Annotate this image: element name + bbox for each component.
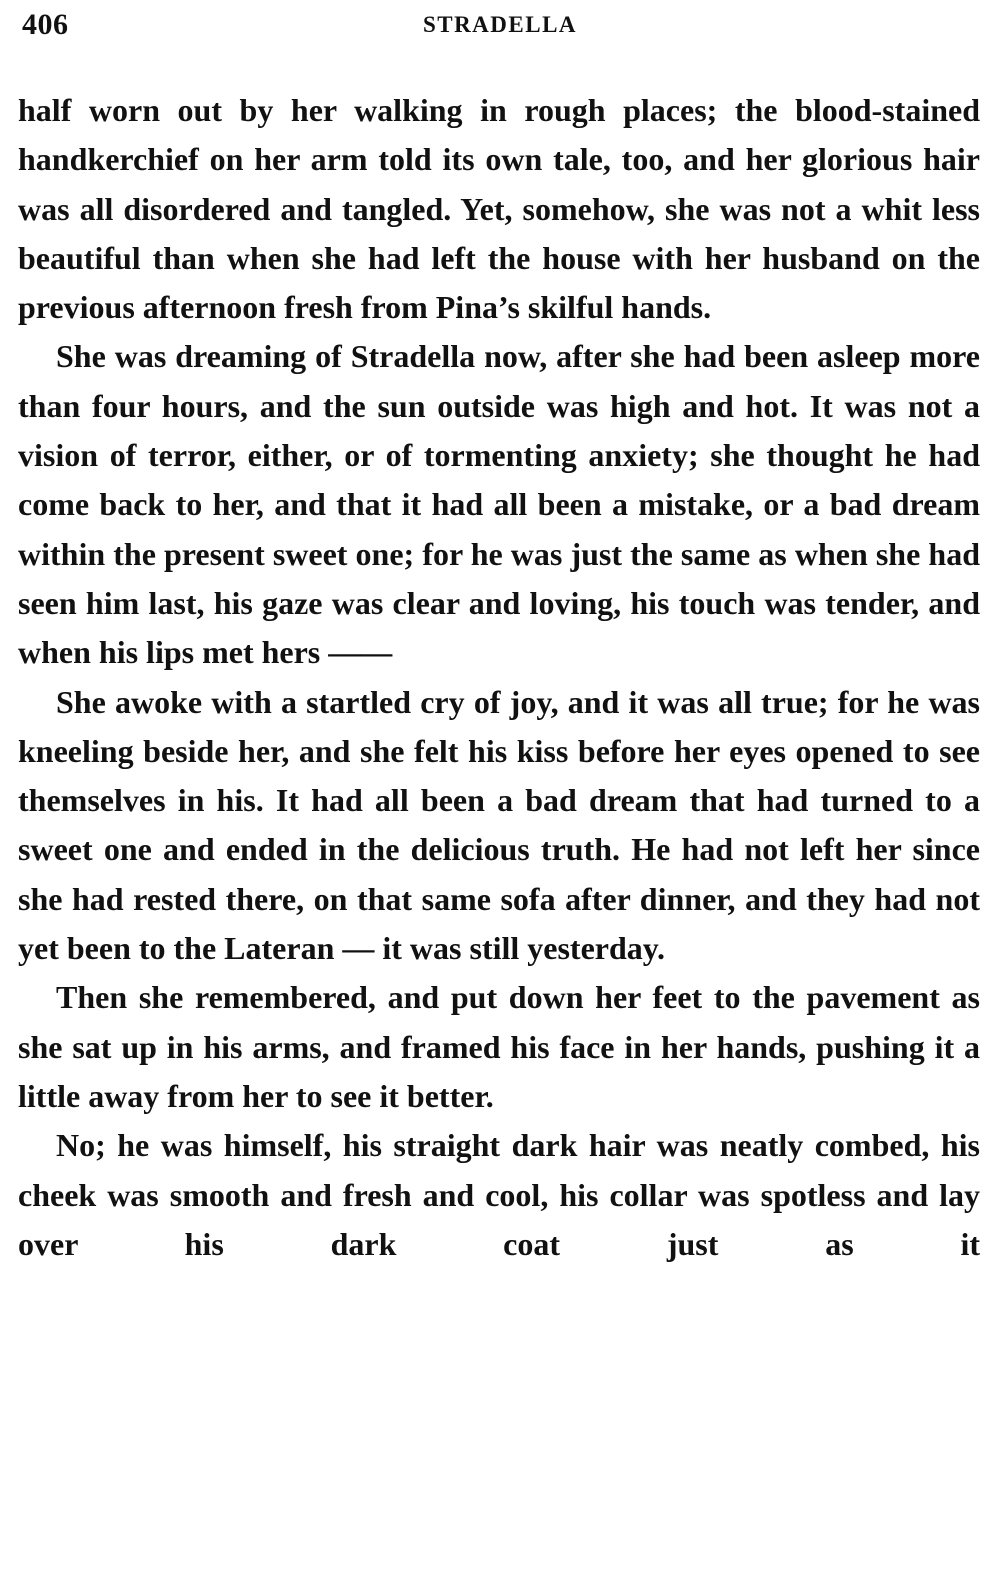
paragraph-continuation: half worn out by her walking in rough places; the blood-stained handkerchief on her arm told its own tale, too, and her glorious hair was all disordered and tangled. Yet, somehow, she was not a whit less beautiful than when she had left the house with her husband on the previous afternoon fresh from Pina’s skilful hands. xyxy=(18,92,980,326)
paragraph-remembered: Then she remembered, and put down her feet to the pavement as she sat up in his arms, and framed his face in her hands, pushing it a little away from her to see it better. xyxy=(18,979,980,1114)
page-number: 406 xyxy=(22,8,69,41)
running-title: STRADELLA xyxy=(422,12,578,37)
paragraph-awoke: She awoke with a startled cry of joy, and it was all true; for he was kneeling beside her, and she felt his kiss before her eyes opened to see themselves in his. It had all been a bad dream that had turned to a sweet one and ended in the delicious truth. He had not left her since she had rested there, on that same sofa after dinner, and they had not yet been to the Lateran — it was still yesterday. xyxy=(18,683,980,967)
page-header xyxy=(14,0,986,60)
body-text xyxy=(18,86,980,1269)
paragraph-dreaming: She was dreaming of Stradella now, after she had been asleep more than four hours, and the sun outside was high and hot. It was not a vision of terror, either, or of tormenting anxiety; she thought he had come back to her, and that it had all been a mistake, or a bad dream within the present sweet one; for he was just the same as when she had seen him last, his gaze was clear and loving, his touch was tender, and when his lips met hers —— xyxy=(18,338,980,671)
paragraph-himself: No; he was himself, his straight dark hair was neatly combed, his cheek was smooth and fresh and cool, his collar was spotless and lay over his dark coat just as it xyxy=(18,1127,980,1262)
book-page xyxy=(14,0,986,1578)
